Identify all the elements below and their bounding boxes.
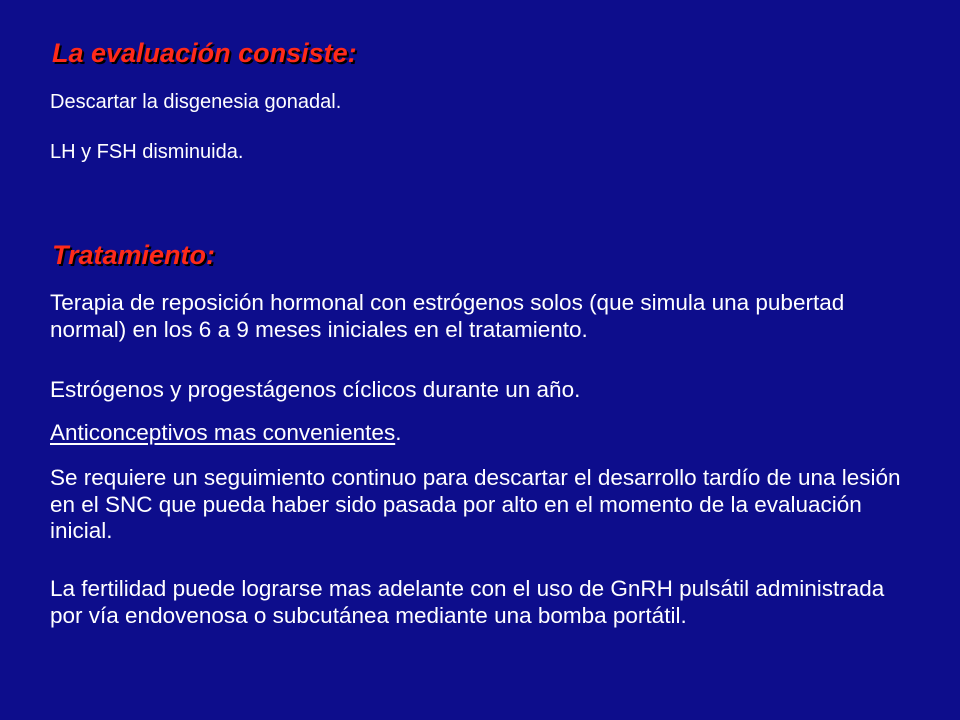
evaluation-item-1: Descartar la disgenesia gonadal. bbox=[50, 91, 342, 113]
evaluation-item-2: LH y FSH disminuida. bbox=[50, 141, 244, 163]
treatment-heading: Tratamiento: bbox=[52, 240, 216, 270]
evaluation-heading: La evaluación consiste: bbox=[52, 38, 357, 68]
contraceptives-underlined-text: Anticonceptivos mas convenientes bbox=[50, 420, 396, 445]
treatment-item-5: La fertilidad puede lograrse mas adelante con el uso de GnRH pulsátil administrada por vía endovenosa o subcutánea mediante una bomba portátil. bbox=[50, 576, 885, 628]
treatment-item-2: Estrógenos y progestágenos cíclicos durante un año. bbox=[50, 377, 581, 402]
treatment-item-4: Se requiere un seguimiento continuo para descartar el desarrollo tardío de una lesión en el SNC que pueda haber sido pasada por alto en el momento de la evaluación inicial. bbox=[50, 465, 901, 544]
contraceptives-period: . bbox=[395, 420, 402, 445]
treatment-item-3 bbox=[50, 420, 920, 447]
treatment-item-1: Terapia de reposición hormonal con estrógenos solos (que simula una pubertad normal) en los 6 a 9 meses iniciales en el tratamiento. bbox=[50, 290, 845, 342]
